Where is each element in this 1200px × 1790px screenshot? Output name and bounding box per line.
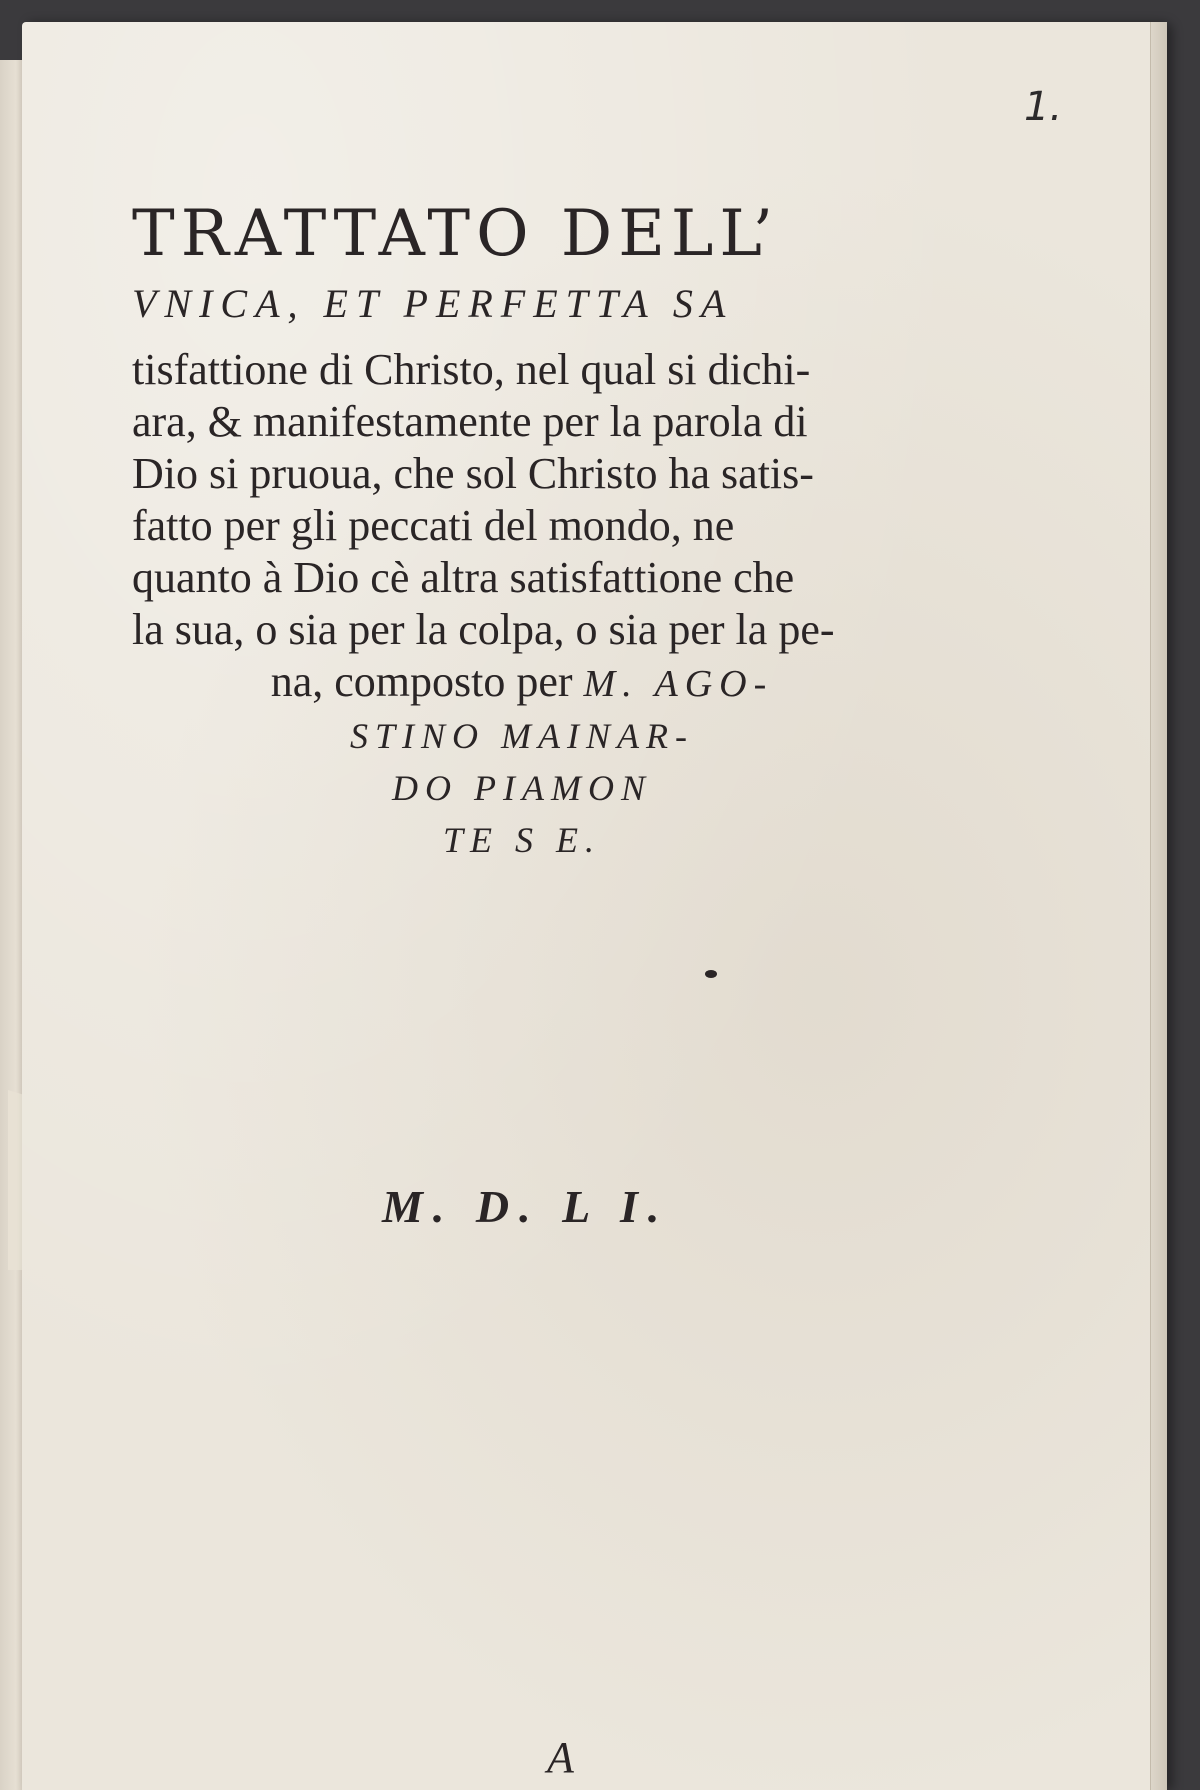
body-line-4: fatto per gli peccati del mondo, ne bbox=[132, 501, 735, 550]
body-line-6: la sua, o sia per la colpa, o sia per la pe- bbox=[132, 605, 835, 654]
book-page bbox=[22, 22, 1167, 1790]
author-line-2: DO PIAMON bbox=[392, 768, 652, 808]
page-stack-edge bbox=[1150, 22, 1167, 1790]
author-line-3: TE S E. bbox=[442, 820, 601, 860]
folio-number: 1. bbox=[1024, 84, 1063, 130]
printer-ornament-dot bbox=[705, 970, 717, 978]
body-line-1: tisfattione di Christo, nel qual si dichi- bbox=[132, 345, 811, 394]
body-line-2: ara, & manifestamente per la parola di bbox=[132, 397, 808, 446]
title-page-text bbox=[132, 197, 912, 866]
author-line-1: STINO MAINAR- bbox=[350, 716, 694, 756]
composto-text: na, composto per bbox=[270, 657, 573, 706]
body-line-3: Dio si pruoua, che sol Christo ha satis- bbox=[132, 449, 814, 498]
title-line-1: TRATTATO DELL’ bbox=[132, 197, 779, 271]
body-line-7 bbox=[132, 656, 912, 710]
title-line-2: VNICA, ET PERFETTA SA bbox=[132, 281, 734, 326]
author-start: M. AGO- bbox=[583, 663, 774, 705]
imprint-date: M. D. L I. bbox=[382, 1181, 670, 1232]
signature-mark: A bbox=[547, 1733, 574, 1782]
body-line-5: quanto à Dio cè altra satisfattione che bbox=[132, 553, 795, 602]
